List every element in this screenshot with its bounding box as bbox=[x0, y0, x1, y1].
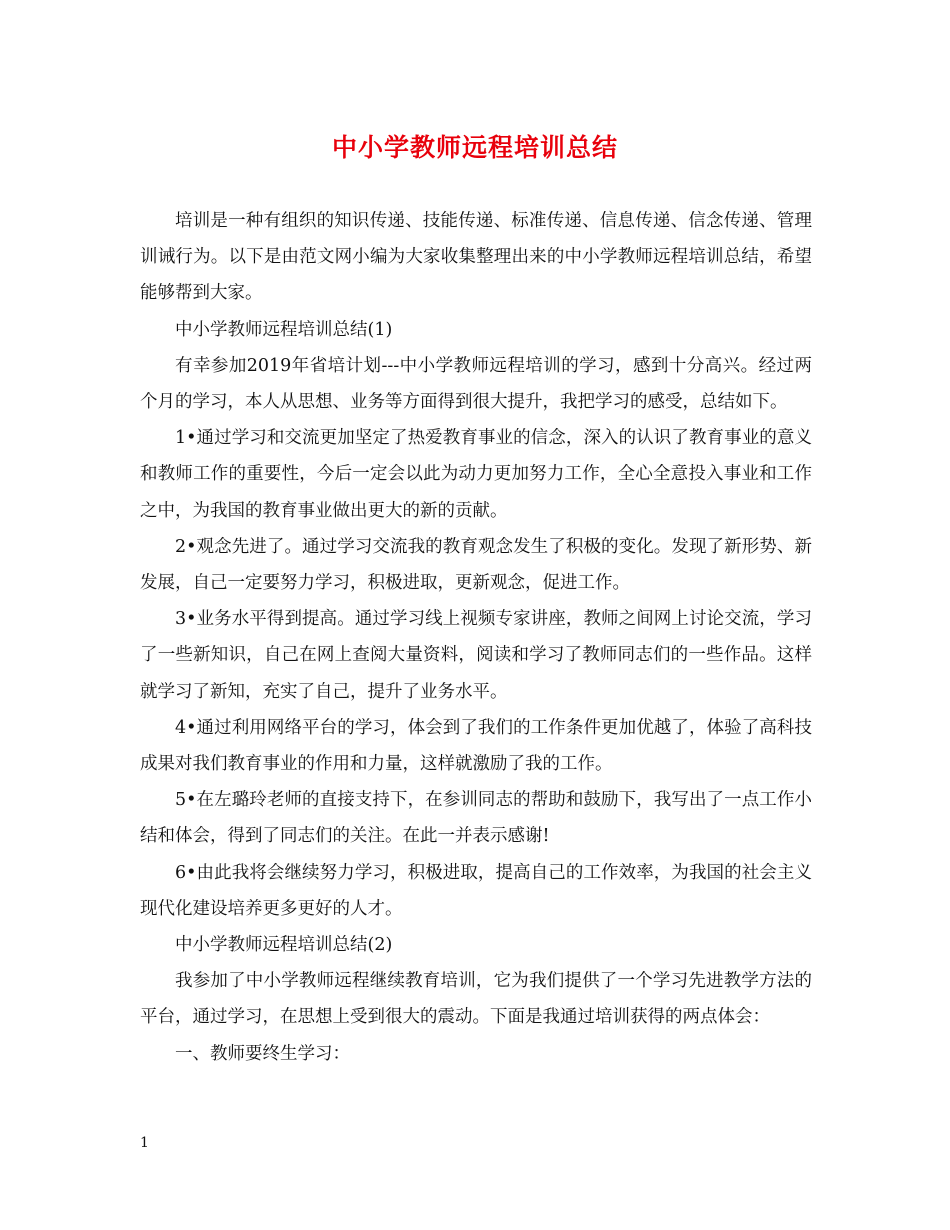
paragraph-intro: 培训是一种有组织的知识传递、技能传递、标准传递、信息传递、信念传递、管理训诫行为。以下是由范文网小编为大家收集整理出来的中小学教师远程培训总结，希望能够帮到大家。 bbox=[140, 211, 812, 304]
section-heading-2: 中小学教师远程培训总结(2) bbox=[175, 935, 393, 956]
document-title: 中小学教师远程培训总结 bbox=[331, 133, 618, 162]
paragraph-point-1: 1•通过学习和交流更加坚定了热爱教育事业的信念，深入的认识了教育事业的意义和教师工作的重要性，今后一定会以此为动力更加努力工作，全心全意投入事业和工作之中，为我国的教育事业做出更大的新的贡献。 bbox=[140, 428, 812, 521]
paragraph-summary-1-intro: 有幸参加2019年省培计划---中小学教师远程培训的学习，感到十分高兴。经过两个月的学习，本人从思想、业务等方面得到很大提升，我把学习的感受，总结如下。 bbox=[140, 355, 812, 413]
paragraph-point-3: 3•业务水平得到提高。通过学习线上视频专家讲座，教师之间网上讨论交流，学习了一些新知识，自己在网上查阅大量资料，阅读和学习了教师同志们的一些作品。这样就学习了新知，充实了自己，提升了业务水平。 bbox=[140, 609, 812, 702]
page-number: 1 bbox=[140, 1135, 149, 1151]
document-body bbox=[140, 203, 812, 1072]
paragraph-summary-2-intro: 我参加了中小学教师远程继续教育培训，它为我们提供了一个学习先进教学方法的平台，通过学习，在思想上受到很大的震动。下面是我通过培训获得的两点体会： bbox=[140, 971, 812, 1028]
paragraph-point-2: 2•观念先进了。通过学习交流我的教育观念发生了积极的变化。发现了新形势、新发展，自己一定要努力学习，积极进取，更新观念，促进工作。 bbox=[140, 536, 812, 594]
paragraph-point-4: 4•通过利用网络平台的学习，体会到了我们的工作条件更加优越了，体验了高科技成果对我们教育事业的作用和力量，这样就激励了我的工作。 bbox=[140, 717, 812, 775]
paragraph-point-5: 5•在左璐玲老师的直接支持下，在参训同志的帮助和鼓励下，我写出了一点工作小结和体会，得到了同志们的关注。在此一并表示感谢! bbox=[140, 790, 812, 847]
section-heading-1: 中小学教师远程培训总结(1) bbox=[175, 319, 393, 340]
subheading-lifelong-learning: 一、教师要终生学习： bbox=[175, 1043, 350, 1064]
paragraph-point-6: 6•由此我将会继续努力学习，积极进取，提高自己的工作效率，为我国的社会主义现代化建设培养更多更好的人才。 bbox=[140, 862, 812, 919]
